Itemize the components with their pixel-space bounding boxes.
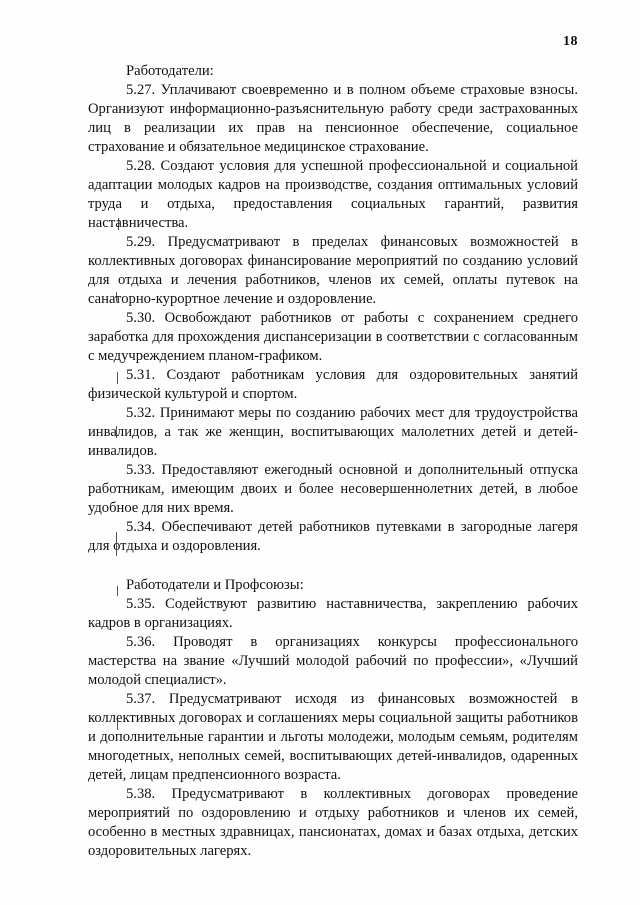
clause-5-29: 5.29. Предусматривают в пределах финансовых возможностей в коллективных договорах финансирование мероприятий по созданию условий для отдыха и лечения работников, членов их семей, оплаты путевок на санаторно-курортное лечение и оздоровление. bbox=[88, 234, 578, 307]
clause-5-38: 5.38. Предусматривают в коллективных договорах проведение мероприятий по оздоровлению и отдыху работников и членов их семей, особенно в местных здравницах, пансионатах, домах и базах отдыха, детских оздоровительных лагерях. bbox=[88, 786, 578, 859]
clause-5-31: 5.31. Создают работникам условия для оздоровительных занятий физической культурой и спортом. bbox=[88, 367, 578, 402]
clause-5-30: 5.30. Освобождают работников от работы с сохранением среднего заработка для прохождения диспансеризации в соответствии с согласованным с медучреждением планом-графиком. bbox=[88, 310, 578, 364]
clause-5-36: 5.36. Проводят в организациях конкурсы профессионального мастерства на звание «Лучший молодой рабочий по профессии», «Лучший молодой специалист». bbox=[88, 634, 578, 688]
page-number: 18 bbox=[563, 34, 578, 49]
clause-5-27: 5.27. Уплачивают своевременно и в полном объеме страховые взносы. Организуют информационно-разъяснительную работу среди застрахованных лиц в реализации их прав на пенсионное обеспечение, социальное страхование и обязательное медицинское страхование. bbox=[88, 82, 578, 155]
clause-5-28: 5.28. Создают условия для успешной профессиональной и социальной адаптации молодых кадров на производстве, создания оптимальных условий труда и отдыха, предоставления социальных гарантий, развития наставничества. bbox=[88, 158, 578, 231]
section-heading-employers-and-unions: Работодатели и Профсоюзы: bbox=[126, 577, 304, 593]
section-heading-employers: Работодатели: bbox=[126, 63, 214, 79]
clause-5-35: 5.35. Содействуют развитию наставничества, закреплению рабочих кадров в организациях. bbox=[88, 596, 578, 631]
clause-5-37: 5.37. Предусматривают исходя из финансовых возможностей в коллективных договорах и соглашениях меры социальной защиты работников и дополнительные гарантии и льготы молодежи, молодым семьям, родителям многодетных, неполных семей, воспитывающих детей-инвалидов, одаренных детей, лицам предпенсионного возраста. bbox=[88, 691, 578, 783]
section-spacer bbox=[88, 556, 578, 576]
clause-5-34: 5.34. Обеспечивают детей работников путевками в загородные лагеря для отдыха и оздоровления. bbox=[88, 519, 578, 554]
clause-5-32: 5.32. Принимают меры по созданию рабочих мест для трудоустройства инвалидов, а так же женщин, воспитывающих малолетних детей и детей-инвалидов. bbox=[88, 405, 578, 459]
document-body bbox=[88, 62, 578, 861]
clause-5-33: 5.33. Предоставляют ежегодный основной и дополнительный отпуска работникам, имеющим двоих и более несовершеннолетних детей, в любое удобное для них время. bbox=[88, 462, 578, 516]
